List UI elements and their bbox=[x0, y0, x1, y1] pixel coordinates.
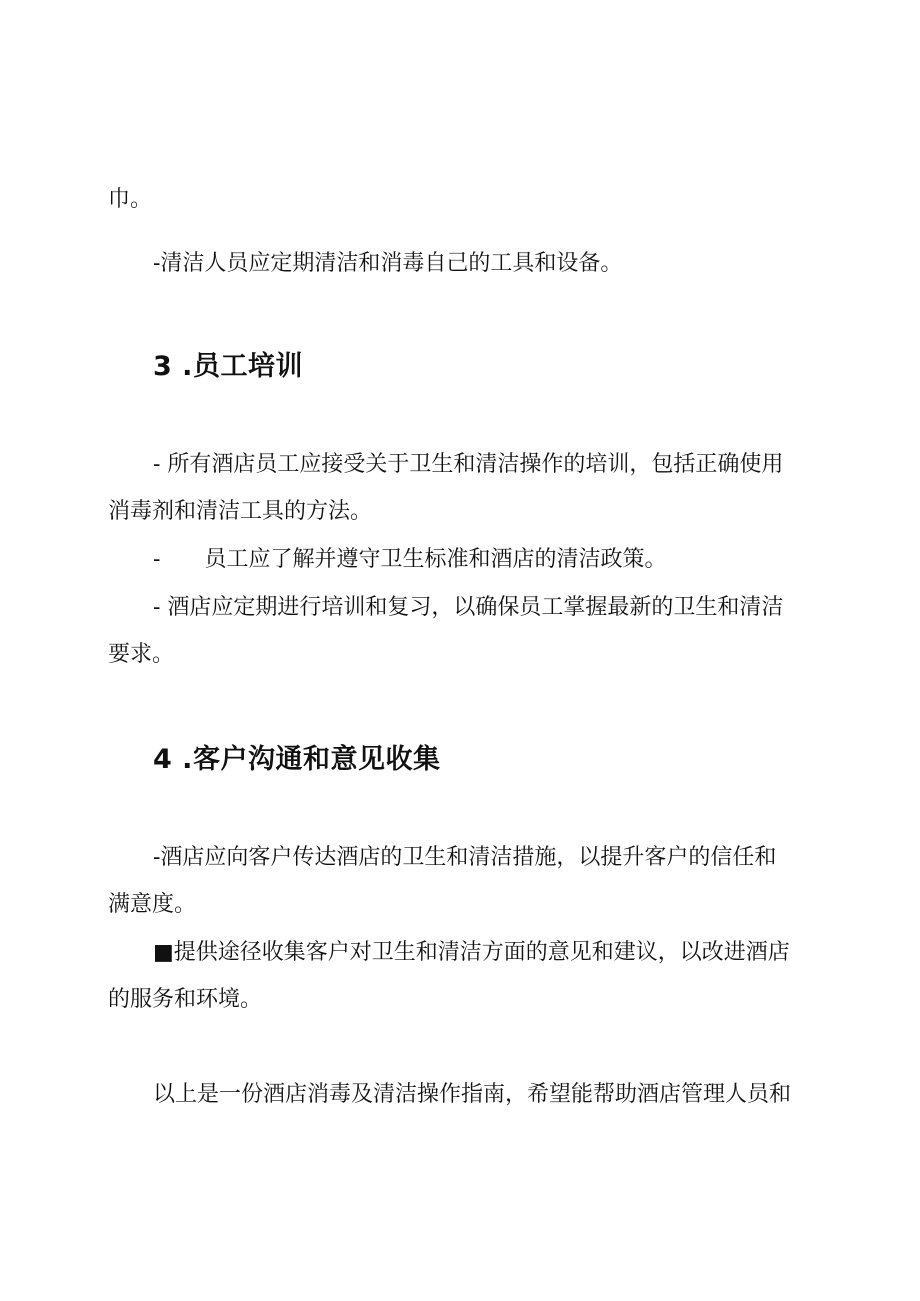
section-heading-staff-training: 3 .员工培训 bbox=[153, 351, 303, 382]
paragraph-line: -清洁人员应定期清洁和消毒自己的工具和设备。 bbox=[153, 251, 623, 276]
paragraph-text: 员工应了解并遵守卫生标准和酒店的清洁政策。 bbox=[204, 547, 667, 572]
list-dash: - bbox=[153, 547, 161, 572]
paragraph-line: 消毒剂和清洁工具的方法。 bbox=[108, 499, 373, 524]
paragraph-line: - 所有酒店员工应接受关于卫生和清洁操作的培训，包括正确使用 bbox=[153, 452, 784, 477]
paragraph-line: -酒店应向客户传达酒店的卫生和清洁措施，以提升客户的信任和 bbox=[153, 845, 777, 870]
paragraph-line: 巾。 bbox=[108, 187, 153, 212]
section-heading-customer-communication: 4 .客户沟通和意见收集 bbox=[153, 744, 441, 775]
paragraph-line: - 酒店应定期进行培训和复习，以确保员工掌握最新的卫生和清洁 bbox=[153, 595, 784, 620]
paragraph-line: 的服务和环境。 bbox=[108, 987, 263, 1012]
paragraph-line: 以上是一份酒店消毒及清洁操作指南，希望能帮助酒店管理人员和 bbox=[153, 1082, 792, 1107]
paragraph-line bbox=[153, 546, 666, 574]
paragraph-line: 满意度。 bbox=[108, 892, 197, 917]
paragraph-line: ■提供途径收集客户对卫生和清洁方面的意见和建议，以改进酒店 bbox=[153, 940, 790, 965]
paragraph-line: 要求。 bbox=[108, 642, 175, 667]
